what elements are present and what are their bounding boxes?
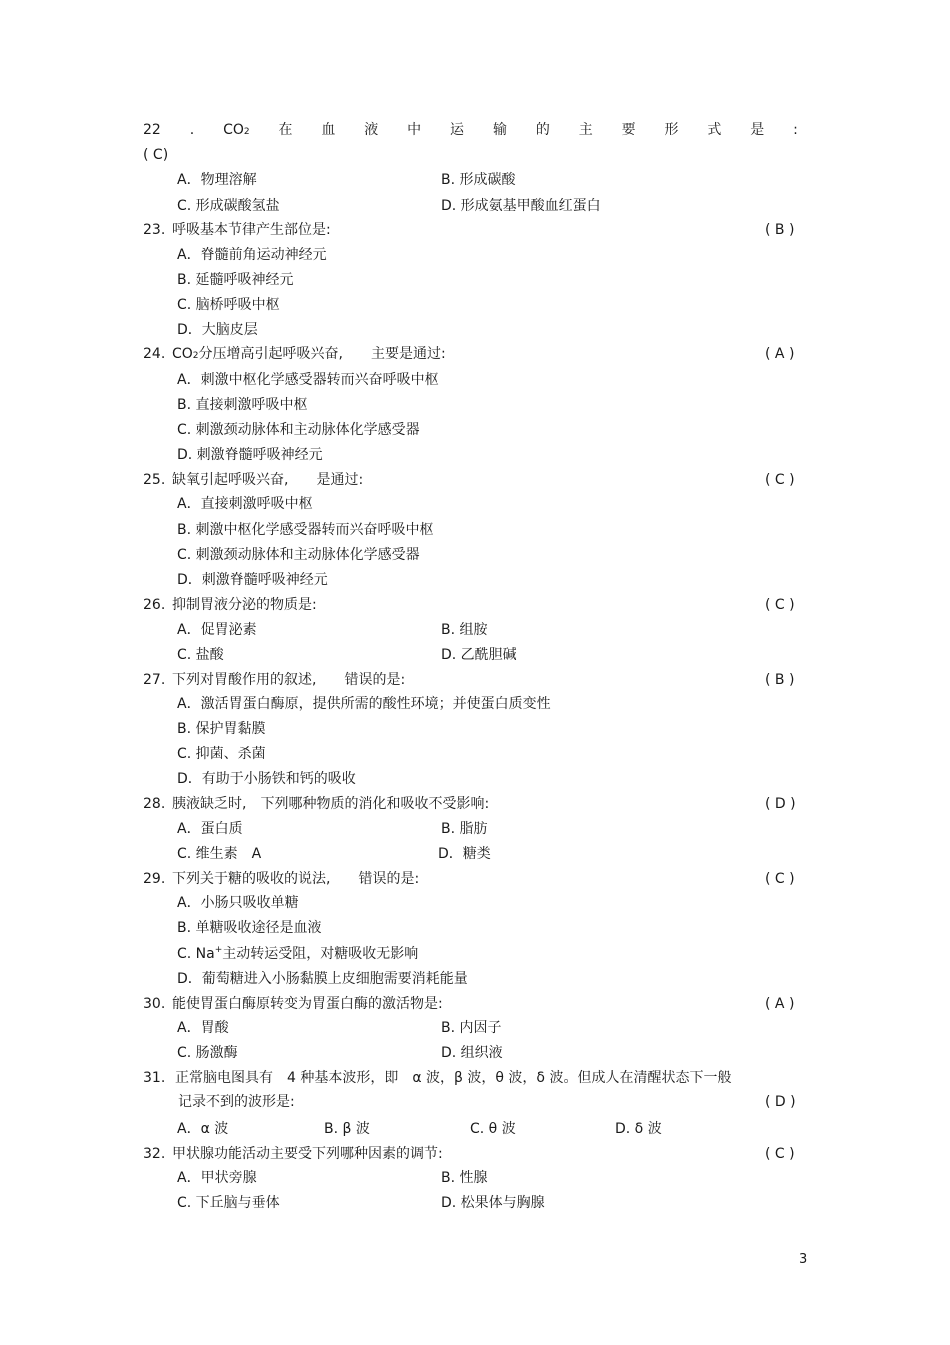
question-text: 正常脑电图具有 4 种基本波形，即 α 波，β 波，θ 波，δ 波。但成人在清醒状态下一般 [175,1070,732,1086]
question-number: 25. [143,472,166,488]
option-row [0,918,950,938]
option-b: B. β 波 [324,1121,370,1137]
option-row [0,545,950,565]
option-a: A．脊髓前角运动神经元 [177,247,327,263]
question-22-answer-line [0,145,950,165]
option-b: B. 内因子 [441,1020,502,1036]
option-b: B. 延髓呼吸神经元 [177,272,294,288]
option-row [0,1119,950,1139]
page-number: 3 [799,1252,808,1267]
option-row [0,370,950,390]
option-c: C. 刺激颈动脉体和主动脉体化学感受器 [177,422,420,438]
option-d: D．大脑皮层 [177,322,258,338]
option-row [0,1193,950,1213]
option-a: A．甲状旁腺 [177,1170,257,1186]
option-row [0,944,950,964]
option-a: A．小肠只吸收单糖 [177,895,299,911]
answer-key: ( A ) [765,346,795,362]
option-c: C. Na+主动转运受阻，对糖吸收无影响 [177,945,419,962]
question-32-stem [0,1144,950,1164]
option-row [0,819,950,839]
answer-key: ( C) [143,147,169,163]
answer-key: ( D ) [765,1094,796,1110]
question-number: 27. [143,672,166,688]
question-text: 下列关于糖的吸收的说法, 错误的是: [172,871,420,887]
option-row [0,445,950,465]
option-c: C. 下丘脑与垂体 [177,1195,280,1211]
option-d: D．葡萄糖进入小肠黏膜上皮细胞需要消耗能量 [177,971,468,987]
option-row [0,969,950,989]
option-c: C. 脑桥呼吸中枢 [177,297,280,313]
answer-key: ( C ) [765,871,795,887]
option-row [0,620,950,640]
option-row [0,744,950,764]
option-c: C. 盐酸 [177,647,224,663]
option-a: A．α 波 [177,1121,229,1137]
option-d: D. 刺激脊髓呼吸神经元 [177,447,323,463]
option-c: C. 抑菌、杀菌 [177,746,266,762]
option-a: A．物理溶解 [177,172,257,188]
option-b: B. 刺激中枢化学感受器转而兴奋呼吸中枢 [177,522,434,538]
question-22-spread-text: 22 . CO2 在 血 液 中 运 输 的 主 要 形 式 是 : [143,120,798,142]
option-a: A．直接刺激呼吸中枢 [177,496,313,512]
option-row [0,320,950,340]
answer-key: ( B ) [765,672,795,688]
option-b: B. 性腺 [441,1170,488,1186]
option-row [0,395,950,415]
option-b: B. 保护胃黏膜 [177,721,266,737]
question-number: 31. [143,1070,166,1086]
option-row [0,769,950,789]
co2-formula: CO2 [223,122,250,138]
question-text: 能使胃蛋白酶原转变为胃蛋白酶的激活物是: [172,996,443,1012]
option-row [0,694,950,714]
option-b: B. 脂肪 [441,821,488,837]
answer-key: ( C ) [765,1146,795,1162]
question-number: 26. [143,597,166,613]
option-row [0,196,950,216]
question-number: 24. [143,346,166,362]
option-c: C. θ 波 [470,1121,516,1137]
option-a: A．胃酸 [177,1020,229,1036]
question-text: 抑制胃液分泌的物质是: [172,597,317,613]
answer-key: ( C ) [765,597,795,613]
question-24-stem [0,344,950,364]
question-27-stem [0,670,950,690]
option-c: C. 刺激颈动脉体和主动脉体化学感受器 [177,547,420,563]
option-row [0,270,950,290]
question-text: 缺氧引起呼吸兴奋, 是通过: [172,472,364,488]
option-row [0,1043,950,1063]
option-row [0,170,950,190]
option-row [0,1168,950,1188]
option-d: D．有助于小肠铁和钙的吸收 [177,771,356,787]
question-25-stem [0,470,950,490]
option-row [0,245,950,265]
option-row [0,494,950,514]
question-number: 23. [143,222,166,238]
option-row [0,645,950,665]
question-31-stem [0,1068,950,1088]
option-b: B. 形成碳酸 [441,172,516,188]
option-row [0,844,950,864]
option-a: A．蛋白质 [177,821,243,837]
answer-key: ( B ) [765,222,795,238]
option-b: B. 直接刺激呼吸中枢 [177,397,308,413]
question-number: 29. [143,871,166,887]
option-row [0,420,950,440]
question-text: CO2分压增高引起呼吸兴奋, 主要是通过: [172,346,446,362]
option-row [0,570,950,590]
question-number: 30. [143,996,166,1012]
option-d: D．糖类 [438,846,491,862]
option-b: B. 单糖吸收途径是血液 [177,920,322,936]
option-row [0,295,950,315]
question-text: 甲状腺功能活动主要受下列哪种因素的调节: [172,1146,443,1162]
question-number: 28. [143,796,166,812]
question-text: 胰液缺乏时, 下列哪种物质的消化和吸收不受影响: [172,796,490,812]
option-d: D．刺激脊髓呼吸神经元 [177,572,328,588]
question-29-stem [0,869,950,889]
option-b: B. 组胺 [441,622,488,638]
answer-key: ( A ) [765,996,795,1012]
question-23-stem [0,220,950,240]
option-d: D. 乙酰胆碱 [441,647,517,663]
question-28-stem [0,794,950,814]
question-text-continued: 记录不到的波形是: [178,1094,295,1110]
option-d: D. 形成氨基甲酸血红蛋白 [441,198,601,214]
question-text: 呼吸基本节律产生部位是: [172,222,331,238]
option-d: D. δ 波 [615,1121,662,1137]
option-c: C. 肠激酶 [177,1045,238,1061]
question-number: 32. [143,1146,166,1162]
option-row [0,520,950,540]
question-text: 下列对胃酸作用的叙述, 错误的是: [172,672,406,688]
option-c: C. 形成碳酸氢盐 [177,198,280,214]
option-a: A．激活胃蛋白酶原，提供所需的酸性环境；并使蛋白质变性 [177,696,551,712]
question-26-stem [0,595,950,615]
option-row [0,893,950,913]
option-a: A．促胃泌素 [177,622,257,638]
answer-key: ( D ) [765,796,796,812]
option-d: D. 组织液 [441,1045,503,1061]
option-row [0,719,950,739]
question-31-stem-continued [0,1092,950,1112]
answer-key: ( C ) [765,472,795,488]
question-30-stem [0,994,950,1014]
question-22-stem [0,120,950,140]
option-a: A．刺激中枢化学感受器转而兴奋呼吸中枢 [177,372,439,388]
option-d: D. 松果体与胸腺 [441,1195,545,1211]
option-row [0,1018,950,1038]
option-c: C. 维生素 A [177,846,262,862]
